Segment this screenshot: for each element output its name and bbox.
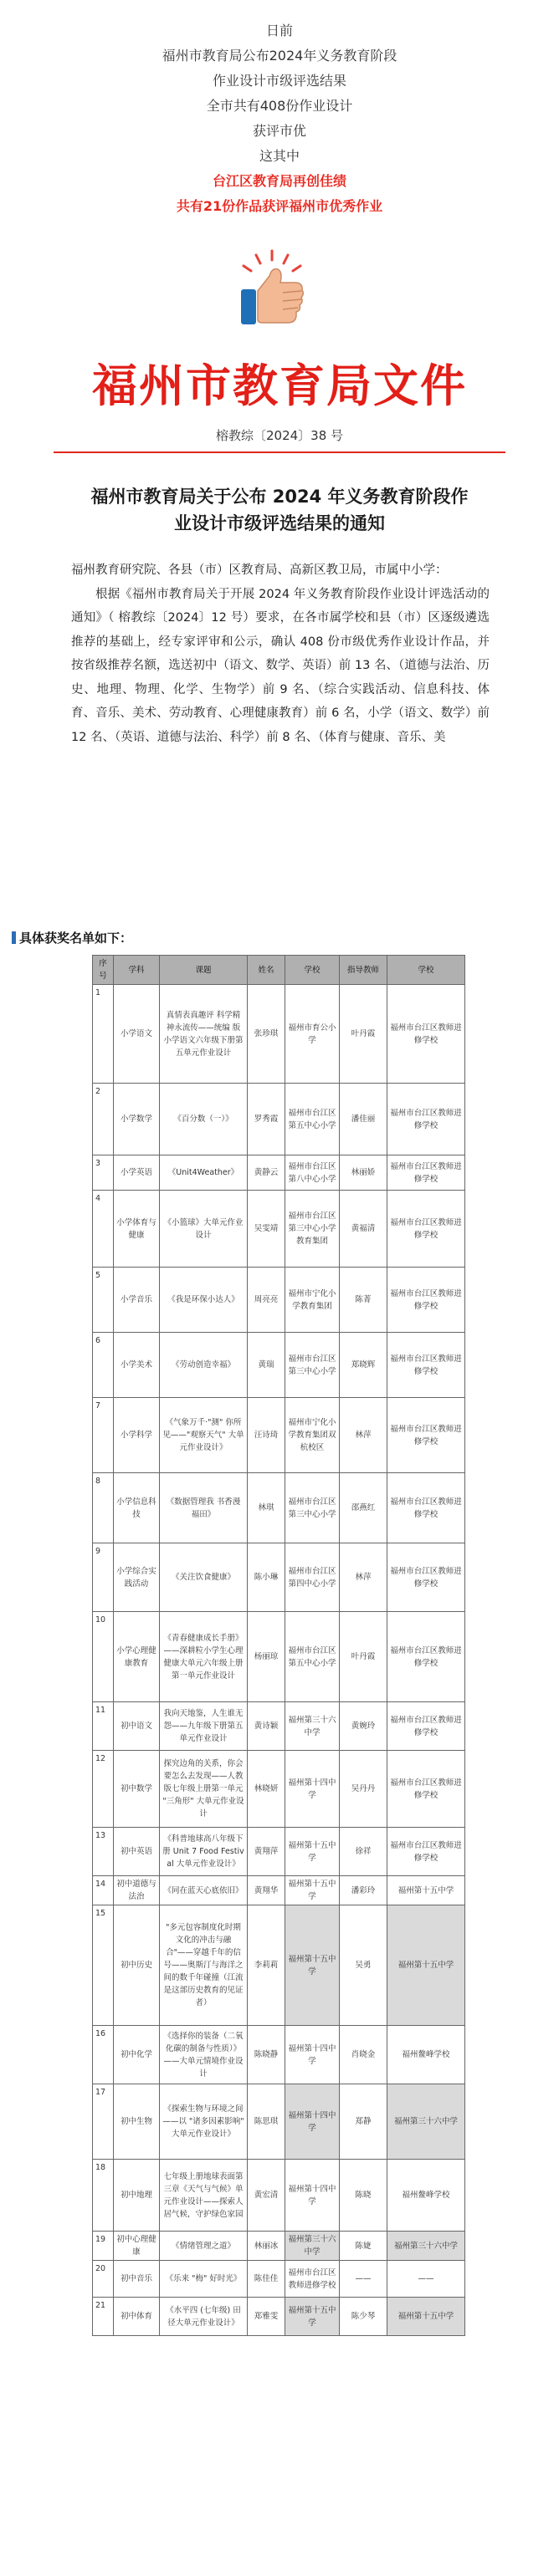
award-table [92,955,465,2336]
cell-name: 黄宏清 [248,2160,285,2232]
header-school: 学校 [285,956,340,985]
cell-mentor-school: 福州市台江区教师进修学校 [387,1268,465,1333]
cell-topic: 《Unit4Weather》 [160,1155,248,1191]
table-row [93,1268,465,1333]
header-topic: 课题 [160,956,248,985]
cell-name: 林丽冰 [248,2232,285,2261]
table-row [93,1155,465,1191]
cell-subject: 小学综合实践活动 [114,1543,160,1612]
cell-school: 福州市台江区第四中心小学 [285,1543,340,1612]
cell-subject: 初中英语 [114,1828,160,1876]
cell-mentor: 陈晓 [340,2160,387,2232]
cell-mentor: 林萍 [340,1543,387,1612]
header-no: 序号 [93,956,114,985]
cell-no: 18 [93,2160,114,2232]
cell-mentor: —— [340,2261,387,2298]
cell-mentor-school: 福州鳌峰学校 [387,2026,465,2084]
cell-no: 10 [93,1612,114,1702]
cell-mentor: 陈菁 [340,1268,387,1333]
cell-no: 20 [93,2261,114,2298]
cell-subject: 初中音乐 [114,2261,160,2298]
cell-name: 黄翔萍 [248,1828,285,1876]
table-row [93,1828,465,1876]
cell-no: 2 [93,1084,114,1155]
table-row [93,2298,465,2336]
cell-mentor-school: 福州市台江区教师进修学校 [387,1612,465,1702]
cell-mentor-school: 福州市台江区教师进修学校 [387,1751,465,1828]
cell-mentor-school: 福州市台江区教师进修学校 [387,1543,465,1612]
table-row [93,1084,465,1155]
cell-topic: 《选择你的装备（二氧化碳的制备与性质）》——大单元情境作业设计 [160,2026,248,2084]
cell-no: 5 [93,1268,114,1333]
cell-school: 福州第三十六中学 [285,1702,340,1751]
section-label-text: 具体获奖名单如下： [19,931,133,946]
header-mentor: 指导教师 [340,956,387,985]
cell-no: 4 [93,1191,114,1268]
table-row [93,2160,465,2232]
intro-line: 台江区教育局再创佳绩 [212,173,346,189]
cell-topic: 《气象万千·"测" 你所见——"观察天气" 大单元作业设计》 [160,1398,248,1473]
cell-name: 汪诗琦 [248,1398,285,1473]
cell-no: 14 [93,1876,114,1905]
cell-name: 林琪 [248,1473,285,1543]
cell-subject: 初中心理健康 [114,2232,160,2261]
table-row [93,1876,465,1905]
cell-school: 福州市台江区第八中心小学 [285,1155,340,1191]
red-divider [54,451,505,453]
cell-school: 福州市宁化小学教育集团双杭校区 [285,1398,340,1473]
cell-mentor-school: 福州市台江区教师进修学校 [387,1155,465,1191]
table-row [93,2084,465,2160]
cell-subject: 初中道德与法治 [114,1876,160,1905]
cell-name: 黄诗颖 [248,1702,285,1751]
cell-subject: 初中地理 [114,2160,160,2232]
intro-line: 获评市优 [252,123,306,139]
header-mentor-school: 学校 [387,956,465,985]
cell-name: 周亮亮 [248,1268,285,1333]
cell-name: 黄瑞 [248,1333,285,1398]
intro-line: 福州市教育局公布2024年义务教育阶段 [162,48,397,64]
intro-line: 共有21份作品获评福州市优秀作业 [176,198,383,214]
cell-school: 福州第十五中学 [285,1876,340,1905]
cell-name: 杨丽琼 [248,1612,285,1702]
cell-subject: 小学数学 [114,1084,160,1155]
cell-school: 福州市育公小学 [285,985,340,1084]
cell-name: 林晓妍 [248,1751,285,1828]
addressee: 福州教育研究院、各县（市）区教育局、高新区教卫局，市属中小学： [71,564,448,577]
cell-no: 8 [93,1473,114,1543]
cell-school: 福州市台江区第三中心小学 [285,1473,340,1543]
cell-school: 福州市台江区教师进修学校 [285,2261,340,2298]
cell-no: 16 [93,2026,114,2084]
cell-school: 福州市台江区第三中心小学 [285,1333,340,1398]
cell-mentor-school: 福州市台江区教师进修学校 [387,1702,465,1751]
cell-topic: 《青春健康成长手册》——深耕粒小学生心理健康大单元六年级上册第一单元作业设计 [160,1612,248,1702]
cell-topic: 《小篮球》大单元作业设计 [160,1191,248,1268]
cell-school: 福州第十四中学 [285,1751,340,1828]
intro-line: 作业设计市级评选结果 [212,73,346,89]
cell-name: 黄静云 [248,1155,285,1191]
cell-mentor: 郑静 [340,2084,387,2160]
cell-mentor-school: 福州市台江区教师进修学校 [387,1333,465,1398]
cell-school: 福州第十五中学 [285,2298,340,2336]
cell-topic: "多元包容制度化时期文化的冲击与融合"——穿越千年的信号——奥斯汀与海洋之间的数千年碰撞（江流是这部历史教育的见证者） [160,1905,248,2026]
cell-name: 陈思琪 [248,2084,285,2160]
section-bar [12,931,16,944]
cell-no: 6 [93,1333,114,1398]
cell-no: 1 [93,985,114,1084]
table-row [93,985,465,1084]
cell-subject: 初中语文 [114,1702,160,1751]
cell-mentor-school: 福州市台江区教师进修学校 [387,1191,465,1268]
cell-topic: 《同在蓝天心底依旧》 [160,1876,248,1905]
body-paragraph: 根据《福州市教育局关于开展 2024 年义务教育阶段作业设计评选活动的通知》（ 榕教综〔2024〕12 号）要求，在各市属学校和县（市）区逐级遴选推荐的基础上，经专家评审和公示，确认 408 份市级优秀作业设计作品，并按省级推荐名额，选送初中（语文、数学、英语）前 13 名、（道德与法治、历史、地理、物理、化学、生物学）前 9 名、（综合实践活动、信息科技、体育、音乐、美术、劳动教育、心理健康教育）前 6 名，小学（语文、数学）前 12 名、（英语、道德与法治、科学）前 8 名、（体育与健康、音乐、美 [71,587,490,744]
cell-school: 福州第十四中学 [285,2026,340,2084]
cell-topic: 真情表真趣评 科学精神永流传——统编 版小学语文六年级下册第五单元作业设计 [160,985,248,1084]
cell-subject: 初中数学 [114,1751,160,1828]
cell-no: 17 [93,2084,114,2160]
cell-mentor: 叶丹霞 [340,985,387,1084]
cell-name: 李莉莉 [248,1905,285,2026]
cell-mentor: 郑晓辉 [340,1333,387,1398]
cell-mentor-school: 福州第十五中学 [387,1876,465,1905]
table-row [93,1473,465,1543]
cell-topic: 七年级上册地球表面第三章《天气与气候》单元作业设计——探索人居气候，守护绿色家园 [160,2160,248,2232]
cell-subject: 小学语文 [114,985,160,1084]
cell-no: 9 [93,1543,114,1612]
cell-subject: 小学音乐 [114,1268,160,1333]
cell-mentor: 潘彩玲 [340,1876,387,1905]
cell-name: 郑雅雯 [248,2298,285,2336]
cell-topic: 《数据管理我 书香漫福田》 [160,1473,248,1543]
cell-subject: 初中生物 [114,2084,160,2160]
cell-no: 15 [93,1905,114,2026]
cell-no: 11 [93,1702,114,1751]
cell-subject: 小学心理健康教育 [114,1612,160,1702]
cell-mentor: 吴勇 [340,1905,387,2026]
cell-name: 陈小琳 [248,1543,285,1612]
section-label [12,929,132,946]
table-row [93,1543,465,1612]
table-row [93,1751,465,1828]
cell-topic: 《关注饮食健康》 [160,1543,248,1612]
cell-mentor: 叶丹霞 [340,1612,387,1702]
cell-subject: 小学美术 [114,1333,160,1398]
document-number: 榕教综〔2024〕38 号 [215,428,344,443]
cell-no: 3 [93,1155,114,1191]
cell-mentor-school: 福州市台江区教师进修学校 [387,985,465,1084]
cell-mentor: 林萍 [340,1398,387,1473]
cell-topic: 我向天地鉴，人生谁无怨——九年级下册第五单元作业设计 [160,1702,248,1751]
cell-school: 福州市台江区第五中心小学 [285,1612,340,1702]
header-name: 姓名 [248,956,285,985]
table-row [93,1333,465,1398]
table-row [93,1612,465,1702]
cell-school: 福州第十五中学 [285,1905,340,2026]
cell-topic: 《水平四 (七年级) 田径大单元作业设计》 [160,2298,248,2336]
cell-subject: 小学科学 [114,1398,160,1473]
cell-school: 福州第三十六中学 [285,2232,340,2261]
cell-name: 陈佳佳 [248,2261,285,2298]
table-row [93,1398,465,1473]
cell-mentor-school: 福州市台江区教师进修学校 [387,1473,465,1543]
cell-school: 福州第十四中学 [285,2084,340,2160]
cell-mentor: 吴丹丹 [340,1751,387,1828]
cell-subject: 初中体育 [114,2298,160,2336]
cell-mentor-school: —— [387,2261,465,2298]
table-row [93,1702,465,1751]
thumbs-up-icon [231,249,313,329]
cell-mentor: 林丽娇 [340,1155,387,1191]
table-row [93,2261,465,2298]
cell-name: 罗秀霞 [248,1084,285,1155]
cell-mentor: 黄福清 [340,1191,387,1268]
table-row [93,1905,465,2026]
cell-mentor: 邵燕红 [340,1473,387,1543]
cell-topic: 《探索生物与环境之间——以 "诸多因素影响" 大单元作业设计》 [160,2084,248,2160]
cell-name: 张珍琪 [248,985,285,1084]
cell-mentor: 黄婉玲 [340,1702,387,1751]
table-row [93,2026,465,2084]
document-red-header: 福州市教育局文件 [92,360,467,412]
cell-school: 福州市台江区第三中心小学教育集团 [285,1191,340,1268]
cell-topic: 《我是环保小达人》 [160,1268,248,1333]
cell-mentor-school: 福州第十五中学 [387,1905,465,2026]
table-header-row [93,956,465,985]
cell-mentor-school: 福州鳌峰学校 [387,2160,465,2232]
cell-no: 7 [93,1398,114,1473]
cell-no: 13 [93,1828,114,1876]
header-subject: 学科 [114,956,160,985]
cell-topic: 《百分数（一）》 [160,1084,248,1155]
cell-mentor-school: 福州市台江区教师进修学校 [387,1084,465,1155]
cell-school: 福州市台江区第五中心小学 [285,1084,340,1155]
cell-no: 21 [93,2298,114,2336]
cell-subject: 初中化学 [114,2026,160,2084]
cell-mentor: 潘佳丽 [340,1084,387,1155]
intro-lines [0,18,559,219]
intro-line: 这其中 [259,148,300,164]
cell-topic: 《情绪管理之道》 [160,2232,248,2261]
cell-topic: 《乐来 "梅" 好时光》 [160,2261,248,2298]
cell-no: 12 [93,1751,114,1828]
cell-school: 福州第十五中学 [285,1828,340,1876]
cell-no: 19 [93,2232,114,2261]
cell-mentor-school: 福州第三十六中学 [387,2084,465,2160]
cell-topic: 《劳动创造幸福》 [160,1333,248,1398]
cell-topic: 探究边角的关系，你会要怎么去发现——人教版七年级上册第一单元 "三角形" 大单元作业设计 [160,1751,248,1828]
table-row [93,2232,465,2261]
table-row [93,1191,465,1268]
cell-mentor-school: 福州市台江区教师进修学校 [387,1828,465,1876]
cell-name: 吴雯靖 [248,1191,285,1268]
cell-mentor: 陈少琴 [340,2298,387,2336]
cell-mentor-school: 福州第三十六中学 [387,2232,465,2261]
cell-school: 福州市宁化小学教育集团 [285,1268,340,1333]
notice-body [71,559,490,749]
cell-mentor: 肖晓金 [340,2026,387,2084]
intro-line: 日前 [265,23,293,38]
cell-subject: 小学信息科技 [114,1473,160,1543]
cell-mentor: 陈婕 [340,2232,387,2261]
intro-line: 全市共有408份作业设计 [206,98,353,114]
cell-subject: 小学英语 [114,1155,160,1191]
cell-subject: 小学体育与健康 [114,1191,160,1268]
notice-title: 福州市教育局关于公布 2024 年义务教育阶段作业设计市级评选结果的通知 [90,487,469,533]
cell-mentor: 徐祥 [340,1828,387,1876]
cell-name: 陈晓静 [248,2026,285,2084]
cell-subject: 初中历史 [114,1905,160,2026]
cell-name: 黄翔华 [248,1876,285,1905]
cell-mentor-school: 福州第十五中学 [387,2298,465,2336]
cell-mentor-school: 福州市台江区教师进修学校 [387,1398,465,1473]
cell-school: 福州第十四中学 [285,2160,340,2232]
cell-topic: 《科普地球高八年级下册 Unit 7 Food Festival 大单元作业设计》 [160,1828,248,1876]
